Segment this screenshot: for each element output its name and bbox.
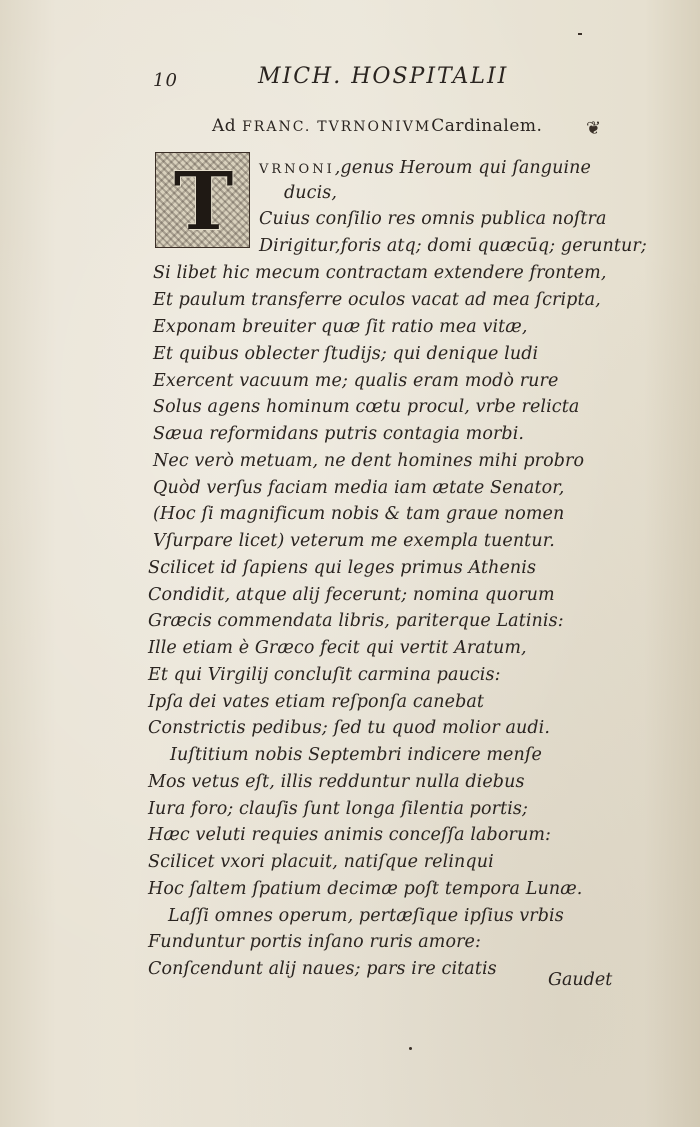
verse-line: Hæc veluti requies animis conceſſa laborum: bbox=[148, 825, 552, 845]
verse-line: Et paulum transferre oculos vacat ad mea ſcripta, bbox=[153, 290, 601, 310]
ink-speck bbox=[578, 33, 582, 35]
verse-line: Condidit, atque alij fecerunt; nomina quorum bbox=[148, 585, 555, 605]
verse-line: Et qui Virgilij concluſit carmina paucis: bbox=[148, 665, 501, 685]
catchword: Gaudet bbox=[548, 970, 613, 990]
verse-line: Mos vetus eſt, illis redduntur nulla diebus bbox=[148, 772, 525, 792]
verse-line: Hoc ſaltem ſpatium decimæ poſt tempora Lunæ. bbox=[148, 879, 583, 899]
verse-line: Conſcendunt alij naues; pars ire citatis bbox=[148, 959, 497, 979]
title-cardinalem: Cardinalem. bbox=[431, 116, 543, 136]
first-line-rest: ,genus Heroum qui ſanguine bbox=[334, 158, 591, 178]
verse-line: Iura foro; clauſis ſunt longa ſilentia portis; bbox=[148, 799, 528, 819]
verse-line: Nec verò metuam, ne dent homines mihi probro bbox=[153, 451, 585, 471]
title-pre: Ad bbox=[212, 116, 243, 136]
verse-line: Vſurpare licet) veterum me exempla tuentur. bbox=[153, 531, 555, 551]
verse-line: Ipſa dei vates etiam reſponſa canebat bbox=[148, 692, 485, 712]
verse-line: Quòd verſus faciam media iam ætate Senator, bbox=[153, 478, 565, 498]
verse-line: Exercent vacuum me; qualis eram modò rure bbox=[153, 371, 559, 391]
verse-line: Exponam breuiter quæ ſit ratio mea vitæ, bbox=[153, 317, 528, 337]
poem-title bbox=[212, 116, 542, 136]
running-head: MICH. HOSPITALII bbox=[258, 64, 509, 89]
initial-letter: T bbox=[173, 154, 234, 248]
title-turnonium: TVRNONIVM bbox=[317, 119, 432, 135]
ornament-mark-icon: ❦ bbox=[586, 118, 602, 139]
ink-speck bbox=[409, 1047, 412, 1050]
verse-line: Sæua reformidans putris contagia morbi. bbox=[153, 424, 525, 444]
first-line-smallcaps: VRNONI bbox=[259, 162, 335, 177]
verse-line: Græcis commendata libris, pariterque Latinis: bbox=[148, 611, 564, 631]
verse-line: Laſſi omnes operum, pertæſique ipſius vrbis bbox=[168, 906, 564, 926]
verse-line: Iuſtitium nobis Septembri indicere menſe bbox=[170, 745, 542, 765]
verse-line: Funduntur portis inſano ruris amore: bbox=[148, 932, 482, 952]
verse-line: Ille etiam è Græco fecit qui vertit Aratum, bbox=[148, 638, 527, 658]
verse-line: Si libet hic mecum contractam extendere frontem, bbox=[153, 263, 607, 283]
verse-line bbox=[259, 160, 591, 178]
verse-line: Dirigitur,foris atq; domi quæcūq; geruntur; bbox=[259, 236, 647, 256]
title-franc: FRANC. bbox=[242, 119, 312, 135]
verse-line: (Hoc ſi magnificum nobis & tam graue nomen bbox=[153, 504, 565, 524]
verse-line: Constrictis pedibus; ſed tu quod molior audi. bbox=[148, 718, 551, 738]
verse-line: Et quibus oblecter ſtudijs; qui denique ludi bbox=[153, 344, 539, 364]
verse-line: Solus agens hominum cœtu procul, vrbe relicta bbox=[153, 397, 580, 417]
decorated-initial bbox=[155, 152, 250, 248]
verse-line: Scilicet vxori placuit, natiſque relinqui bbox=[148, 852, 494, 872]
verse-line: Scilicet id ſapiens qui leges primus Athenis bbox=[148, 558, 537, 578]
page-number: 10 bbox=[153, 70, 178, 91]
show-through-text bbox=[588, 240, 698, 800]
verse-line: ducis, bbox=[284, 183, 338, 203]
verse-line: Cuius conſilio res omnis publica noſtra bbox=[259, 209, 607, 229]
